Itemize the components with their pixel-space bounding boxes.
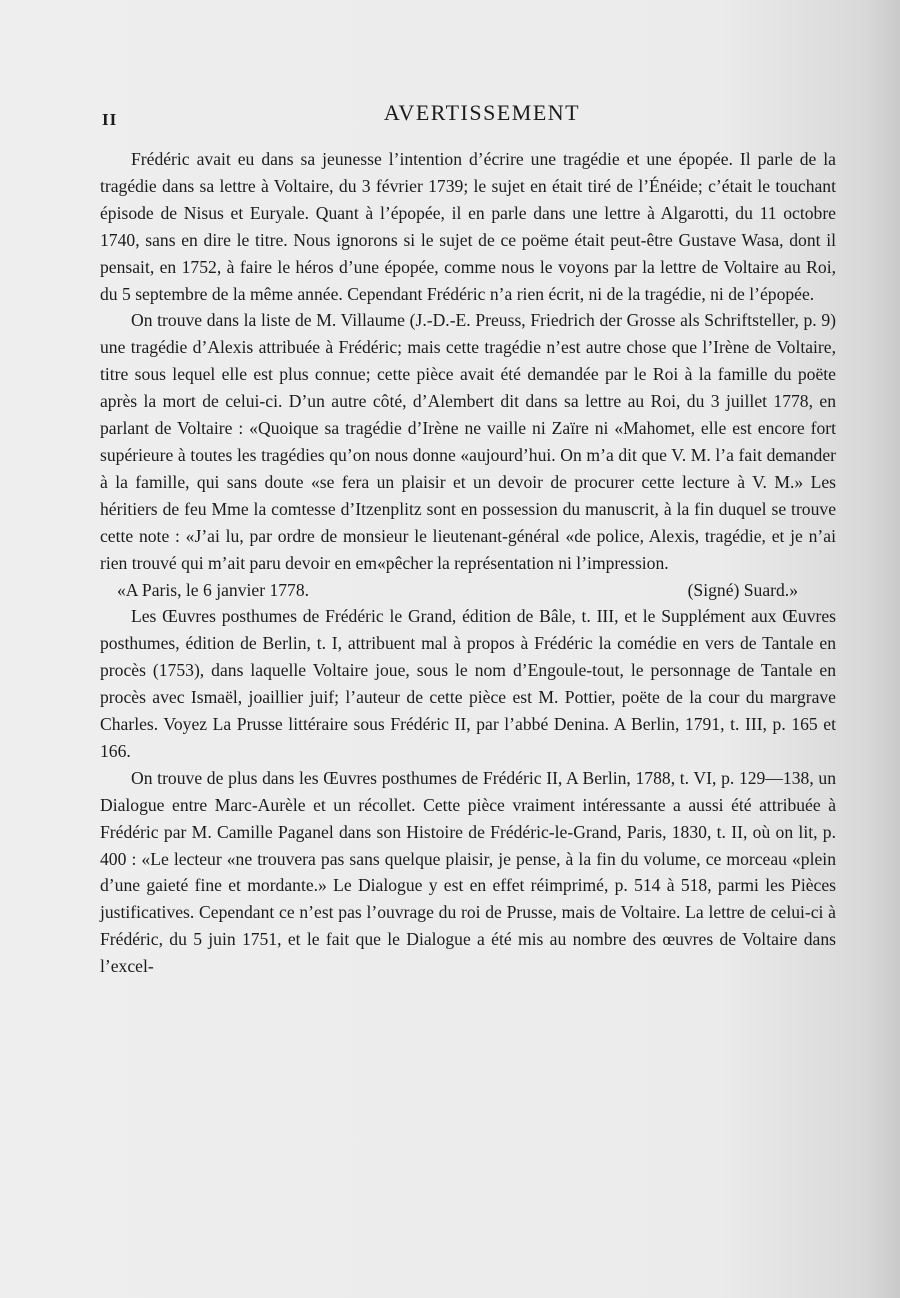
signature-signed: (Signé) Suard.» [687, 579, 798, 600]
paragraph-alexis: On trouve dans la liste de M. Villaume (J.-D.-E. Preuss, Friedrich der Grosse als Schriftsteller, p. 9) une tragédie d’Alexis attribuée à Frédéric; mais cette tragédie n’est autre chose que l’Irène de Voltaire, titre sous lequel elle est plus connue; cette pièce avait été demandée par le Roi à la famille du poëte après la mort de celui-ci. D’un autre côté, d’Alembert dit dans sa lettre au Roi, du 3 juillet 1778, en parlant de Voltaire : «Quoique sa tragédie d’Irène ne vaille ni Zaïre ni «Mahomet, elle est encore fort supérieure à toutes les tragédies qu’on nous donne «aujourd’hui. On m’a dit que V. M. l’a fait demander à la famille, qui sans doute «se fera un plaisir et un devoir de procurer cette lecture à V. M.» Les héritiers de feu Mme la comtesse d’Itzenplitz sont en possession du manuscrit, à la fin duquel se trouve cette note : «J’ai lu, par ordre de monsieur le lieutenant-général «de police, Alexis, tragédie, et je n’ai rien trouvé qui m’ait paru devoir en em«pêcher la représentation ni l’impression. [100, 310, 836, 573]
running-title: AVERTISSEMENT [383, 100, 581, 125]
signature-line [100, 577, 836, 604]
signature-place-date: «A Paris, le 6 janvier 1778. [117, 579, 310, 600]
paragraph-epic-tragedy: Frédéric avait eu dans sa jeunesse l’intention d’écrire une tragédie et une épopée. Il parle de la tragédie dans sa lettre à Voltaire, du 3 février 1739; le sujet en était tiré de l’Énéide; c’était le touchant épisode de Nisus et Euryale. Quant à l’épopée, il en parle dans une lettre à Algarotti, du 11 octobre 1740, sans en dire le titre. Nous ignorons si le sujet de ce poëme était peut-être Gustave Wasa, dont il pensait, en 1752, à faire le héros d’une épopée, comme nous le voyons par la lettre de Voltaire au Roi, du 5 septembre de la même année. Cependant Frédéric n’a rien écrit, ni de la tragédie, ni de l’épopée. [100, 149, 836, 304]
paragraph-tantale: Les Œuvres posthumes de Frédéric le Grand, édition de Bâle, t. III, et le Supplément aux Œuvres posthumes, édition de Berlin, t. I, attribuent mal à propos à Frédéric la comédie en vers de Tantale en procès (1753), dans laquelle Voltaire joue, sous le nom d’Engoule-tout, le personnage de Tantale en procès avec Ismaël, joaillier juif; l’auteur de cette pièce est M. Pottier, poëte de la cour du margrave Charles. Voyez La Prusse littéraire sous Frédéric II, par l’abbé Denina. A Berlin, 1791, t. III, p. 165 et 166. [100, 606, 836, 761]
body-text [100, 146, 836, 980]
page-header [100, 92, 840, 132]
paragraph-dialogue: On trouve de plus dans les Œuvres posthumes de Frédéric II, A Berlin, 1788, t. VI, p. 129—138, un Dialogue entre Marc-Aurèle et un récollet. Cette pièce vraiment intéressante a aussi été attribuée à Frédéric par M. Camille Paganel dans son Histoire de Frédéric-le-Grand, Paris, 1830, t. II, où on lit, p. 400 : «Le lecteur «ne trouvera pas sans quelque plaisir, je pense, à la fin du volume, ce morceau «plein d’une gaieté fine et mordante.» Le Dialogue y est en effet réimprimé, p. 514 à 518, parmi les Pièces justificatives. Cependant ce n’est pas l’ouvrage du roi de Prusse, mais de Voltaire. La lettre de celui-ci à Frédéric, du 5 juin 1751, et le fait que le Dialogue a été mis au nombre des œuvres de Voltaire dans l’excel- [100, 767, 836, 977]
page-number: II [102, 110, 118, 129]
